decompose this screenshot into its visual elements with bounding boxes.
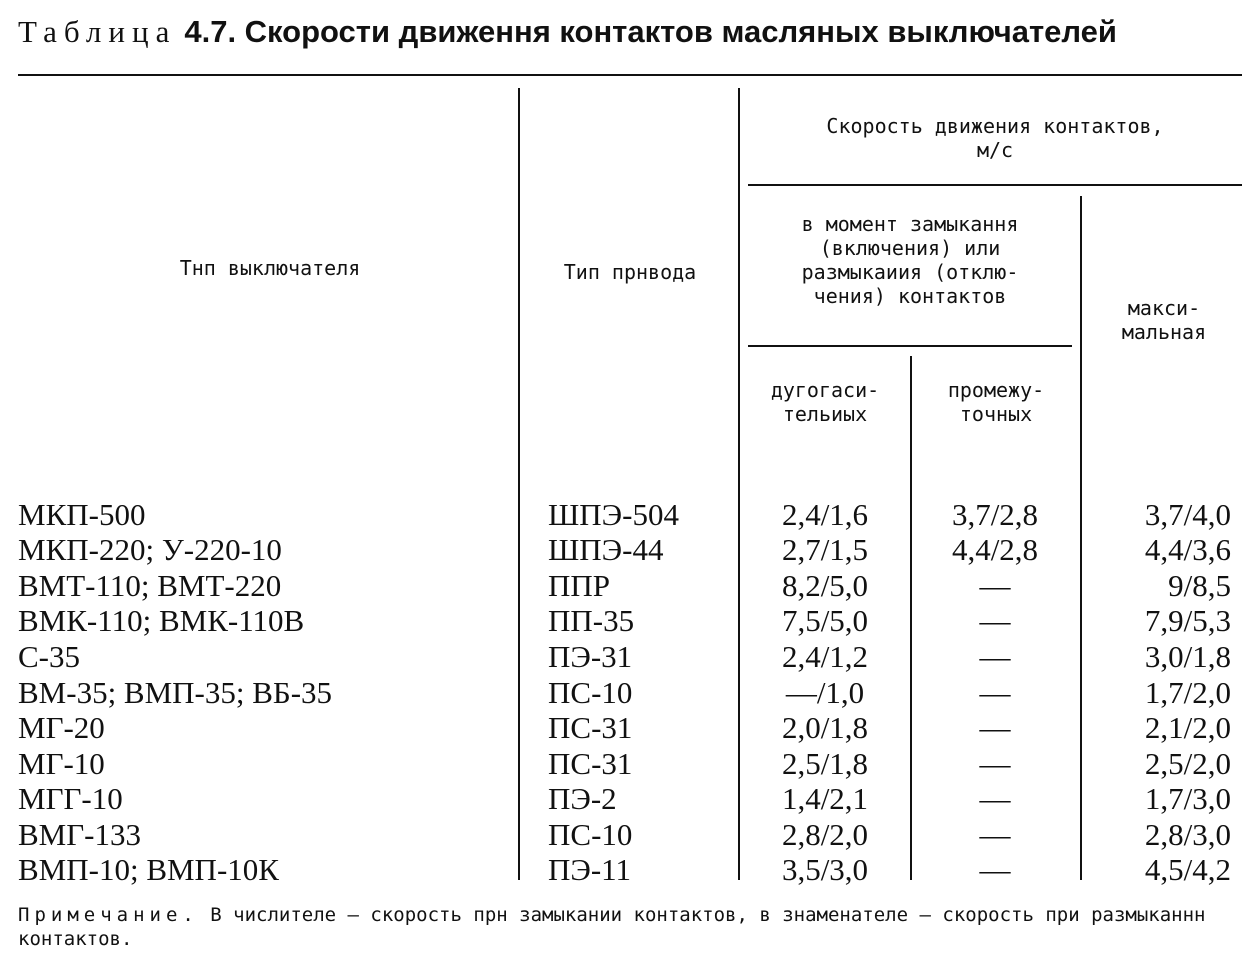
- table-caption: [18, 14, 1248, 50]
- cell-arc-speed: 2,4/1,2: [781, 639, 869, 674]
- cell-switch-type: ВМП-10; ВМП-10К: [18, 852, 279, 887]
- cell-intermediate-speed: —: [979, 639, 1011, 674]
- table-row: [0, 675, 1260, 711]
- header-drive-type: Тип прнвода: [563, 260, 697, 284]
- cell-arc-speed: 2,4/1,6: [781, 497, 869, 532]
- cell-intermediate-speed: —: [979, 710, 1011, 745]
- cell-switch-type: ВМГ-133: [18, 817, 141, 852]
- cell-max-speed: 1,7/2,0: [1144, 675, 1231, 710]
- moment-group-rule: [748, 345, 1072, 347]
- note-text: В числителе — скорость прн замыкании контактов, в знаменателе — скорость при размыканнн контактов.: [18, 904, 1206, 950]
- cell-switch-type: ВМК-110; ВМК-110В: [18, 603, 305, 638]
- cell-max-speed: 2,5/2,0: [1144, 746, 1231, 781]
- cell-switch-type: МГ-10: [18, 746, 105, 781]
- cell-drive-type: ПЭ-2: [548, 781, 617, 816]
- cell-switch-type: МГ-20: [18, 710, 105, 745]
- cell-intermediate-speed: —: [979, 603, 1011, 638]
- cell-arc-speed: 2,5/1,8: [781, 746, 869, 781]
- cell-drive-type: ПС-31: [548, 746, 633, 781]
- cell-switch-type: МКП-500: [18, 497, 146, 532]
- table-row: [0, 639, 1260, 675]
- header-max: макси- мальная: [1121, 296, 1207, 344]
- cell-drive-type: ПС-10: [548, 675, 633, 710]
- caption-title: 4.7. Скорости движення контактов масляных выключателей: [184, 14, 1117, 49]
- cell-switch-type: С-35: [18, 639, 80, 674]
- cell-arc-speed: 2,7/1,5: [781, 532, 869, 567]
- cell-max-speed: 7,9/5,3: [1144, 603, 1231, 638]
- cell-max-speed: 2,1/2,0: [1144, 710, 1231, 745]
- cell-max-speed: 3,7/4,0: [1144, 497, 1231, 532]
- cell-drive-type: ПП-35: [548, 603, 635, 638]
- cell-switch-type: МКП-220; У-220-10: [18, 532, 282, 567]
- table-row: [0, 781, 1260, 817]
- table-row: [0, 532, 1260, 568]
- cell-drive-type: ПС-31: [548, 710, 633, 745]
- cell-arc-speed: 7,5/5,0: [781, 603, 869, 638]
- table-note: [18, 903, 1242, 951]
- cell-intermediate-speed: —: [979, 675, 1011, 710]
- cell-intermediate-speed: —: [979, 746, 1011, 781]
- header-speed-group: Скорость движения контактов, м/с: [826, 114, 1164, 162]
- header-arc: дугогаси- тельиых: [770, 378, 880, 426]
- cell-max-speed: 4,4/3,6: [1144, 532, 1231, 567]
- cell-switch-type: МГГ-10: [18, 781, 123, 816]
- cell-arc-speed: 2,0/1,8: [781, 710, 869, 745]
- table-row: [0, 746, 1260, 782]
- cell-max-speed: 1,7/3,0: [1144, 781, 1231, 816]
- cell-switch-type: ВМТ-110; ВМТ-220: [18, 568, 282, 603]
- cell-max-speed: 3,0/1,8: [1144, 639, 1231, 674]
- cell-drive-type: ППР: [548, 568, 611, 603]
- table-row: [0, 817, 1260, 853]
- table-row: [0, 568, 1260, 604]
- cell-drive-type: ПС-10: [548, 817, 633, 852]
- cell-intermediate-speed: —: [979, 817, 1011, 852]
- header-intermediate: промежу- точных: [947, 378, 1045, 426]
- cell-intermediate-speed: 3,7/2,8: [951, 497, 1039, 532]
- cell-intermediate-speed: 4,4/2,8: [951, 532, 1039, 567]
- speed-group-rule: [748, 184, 1242, 186]
- cell-arc-speed: 8,2/5,0: [781, 568, 869, 603]
- cell-max-speed: 4,5/4,2: [1144, 852, 1231, 887]
- table-row: [0, 497, 1260, 533]
- cell-drive-type: ПЭ-11: [548, 852, 632, 887]
- caption-prefix: Таблица: [18, 14, 177, 49]
- cell-max-speed: 9/8,5: [1168, 568, 1231, 603]
- cell-intermediate-speed: —: [979, 781, 1011, 816]
- cell-drive-type: ШПЭ-504: [548, 497, 679, 532]
- cell-arc-speed: —/1,0: [785, 675, 865, 710]
- cell-switch-type: ВМ-35; ВМП-35; ВБ-35: [18, 675, 333, 710]
- cell-intermediate-speed: —: [979, 568, 1011, 603]
- cell-arc-speed: 2,8/2,0: [781, 817, 869, 852]
- cell-drive-type: ШПЭ-44: [548, 532, 664, 567]
- cell-max-speed: 2,8/3,0: [1144, 817, 1231, 852]
- top-rule: [18, 74, 1242, 76]
- note-label: Примечание.: [18, 904, 199, 926]
- table-row: [0, 710, 1260, 746]
- table-row: [0, 603, 1260, 639]
- cell-arc-speed: 3,5/3,0: [781, 852, 869, 887]
- cell-intermediate-speed: —: [979, 852, 1011, 887]
- header-moment-group: в момент замыкання (включения) или размыкаиия (отклю- чения) контактов: [801, 212, 1019, 308]
- cell-drive-type: ПЭ-31: [548, 639, 633, 674]
- cell-arc-speed: 1,4/2,1: [781, 781, 869, 816]
- header-switch-type: Тнп выключателя: [179, 256, 361, 280]
- table-row: [0, 852, 1260, 888]
